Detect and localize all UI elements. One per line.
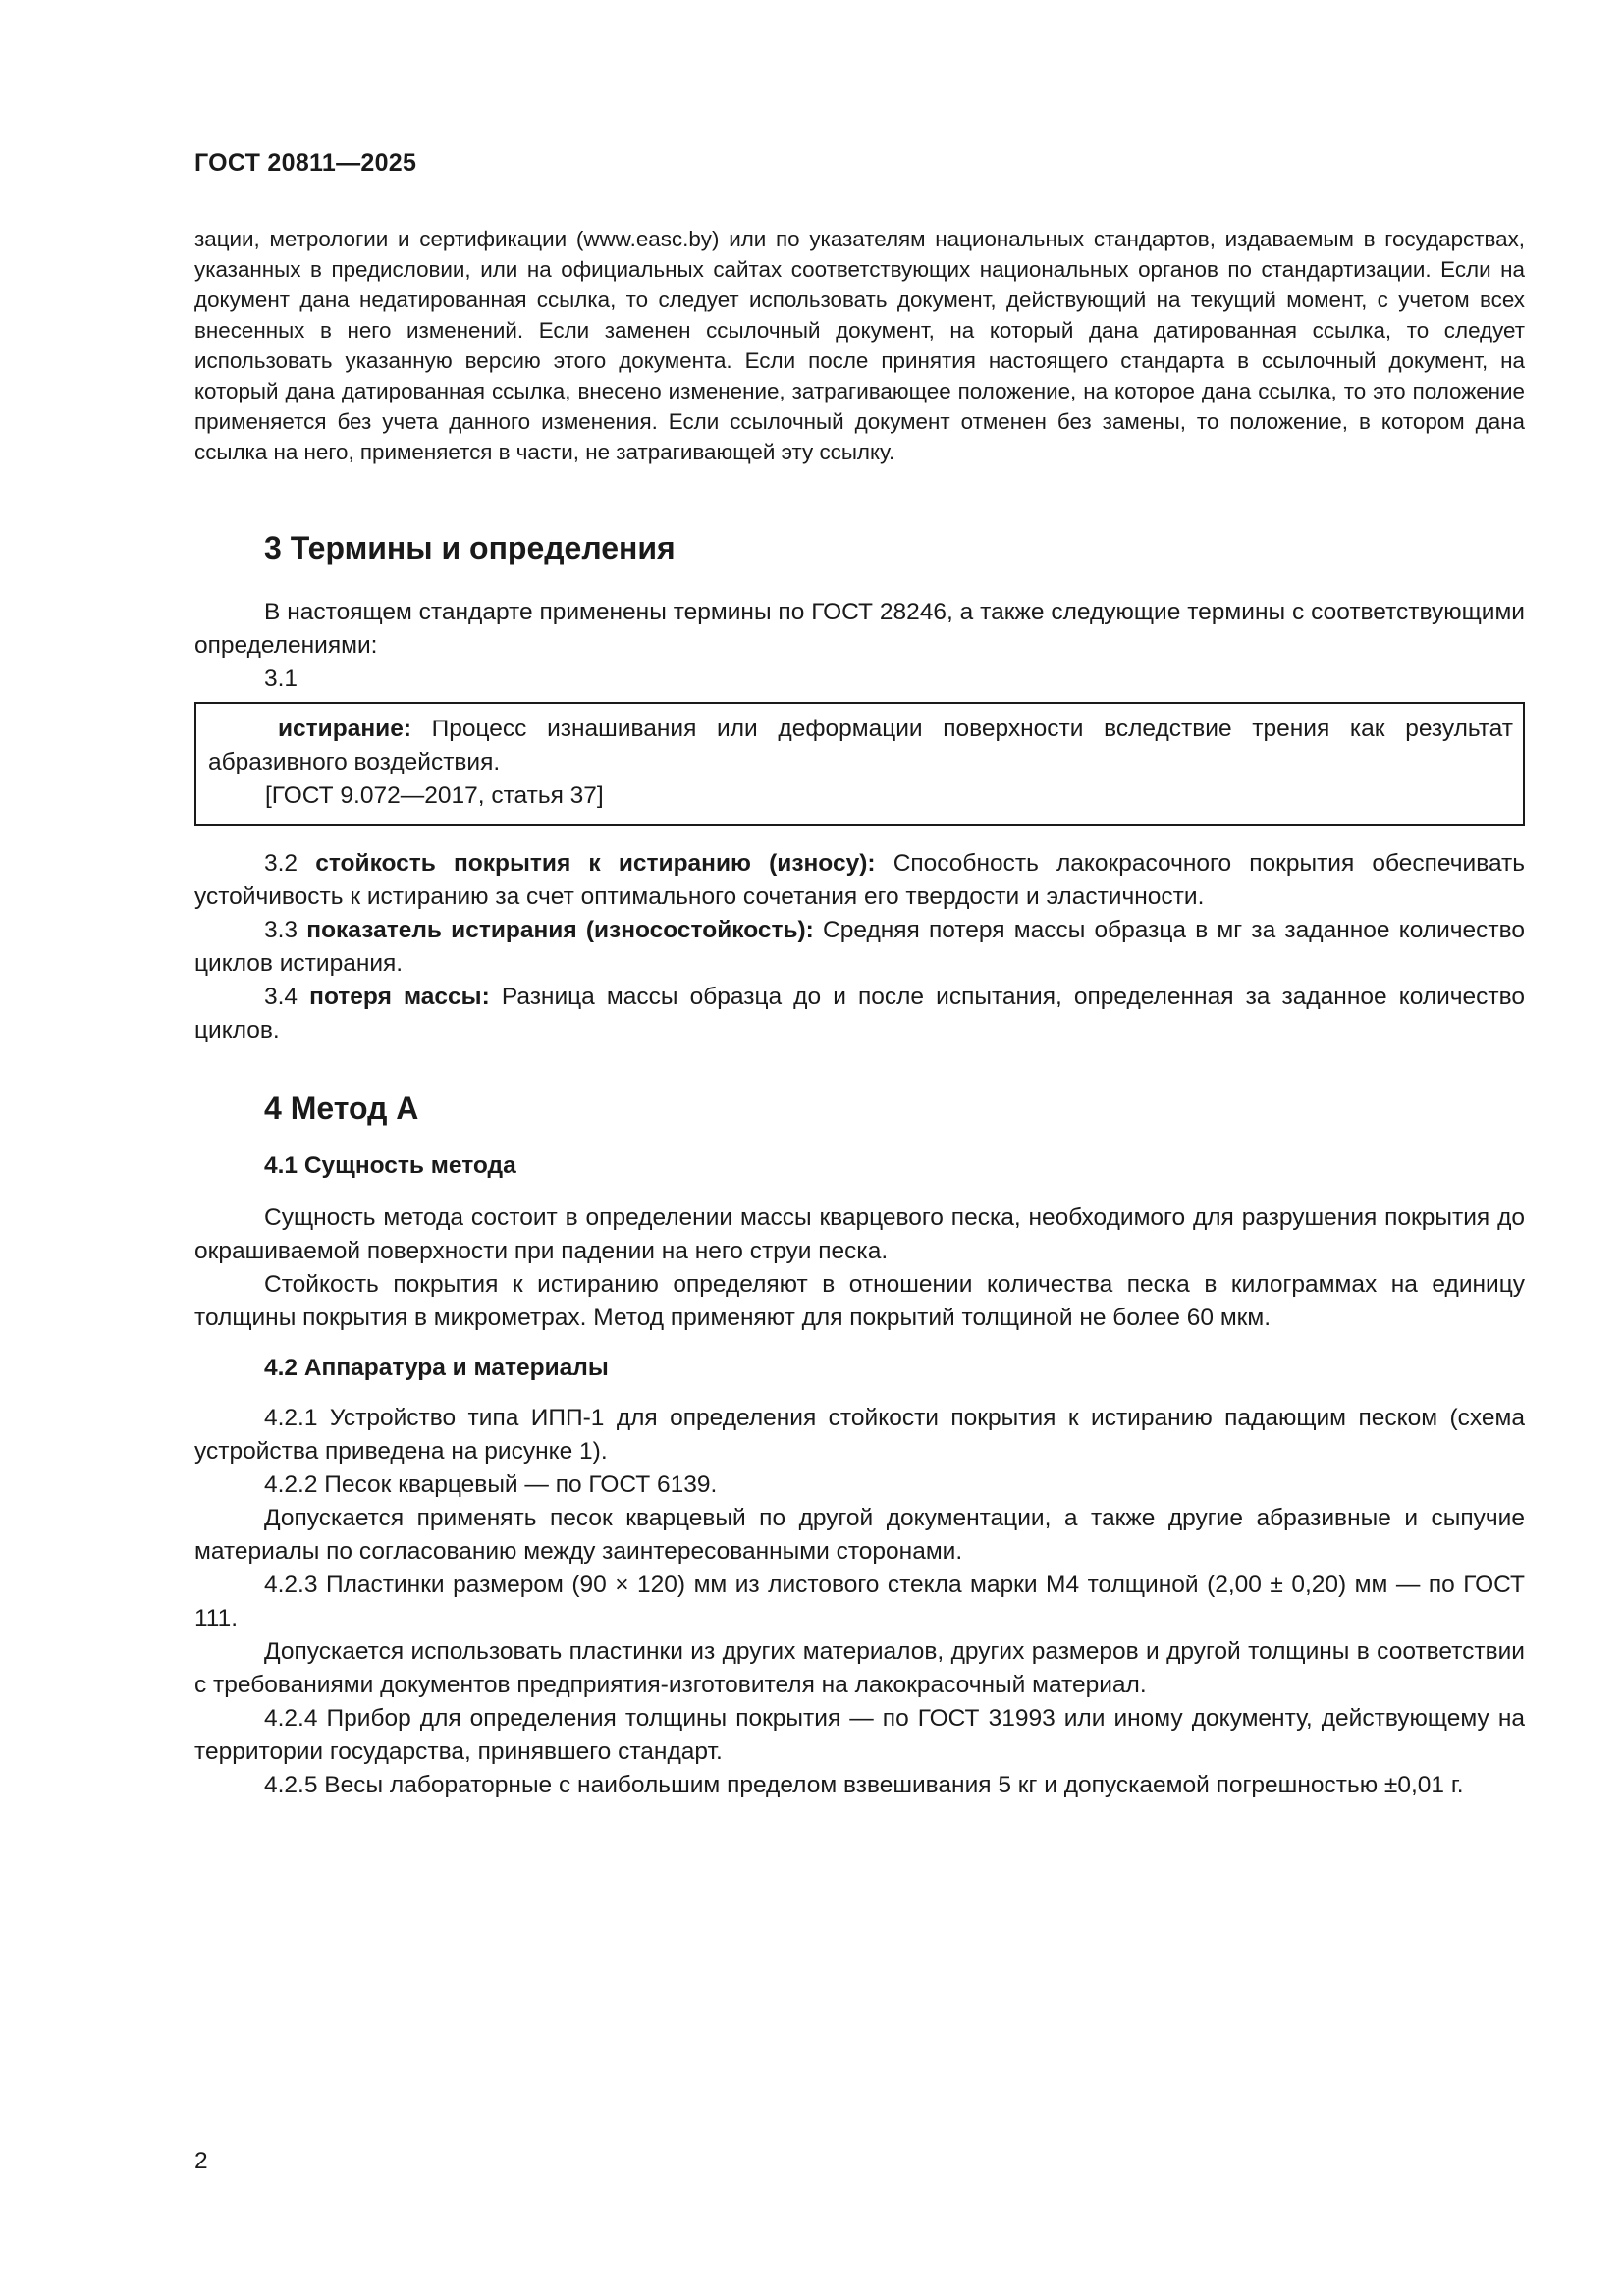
term-3-3-entry xyxy=(194,914,1525,981)
clause-4-2-1: 4.2.1 Устройство типа ИПП-1 для определения стойкости покрытия к истиранию падающим песком (схема устройства приведена на рисунке 1). xyxy=(194,1405,1525,1465)
term-3-2-number: 3.2 xyxy=(264,850,298,877)
term-3-1-term: истирание: xyxy=(278,716,411,742)
term-3-2-term: стойкость покрытия к истиранию (износу): xyxy=(315,850,876,877)
term-3-2-entry xyxy=(194,847,1525,914)
term-3-4-number: 3.4 xyxy=(264,984,298,1010)
clause-4-2-3: 4.2.3 Пластинки размером (90 × 120) мм из листового стекла марки М4 толщиной (2,00 ± 0,20) мм — по ГОСТ 111. xyxy=(194,1572,1525,1631)
intro-paragraph: зации, метрологии и сертификации (www.easc.by) или по указателям национальных стандартов, издаваемым в государствах, указанных в предисловии, или на официальных сайтах соответствующих национальных органов по стандартизации. Если на документ дана недатированная ссылка, то следует использовать документ, действующий на текущий момент, с учетом всех внесенных в него изменений. Если заменен ссылочный документ, на который дана датированная ссылка, то следует использовать указанную версию этого документа. Если после принятия настоящего стандарта в ссылочный документ, на который дана датированная ссылка, внесено изменение, затрагивающее положение, на которое дана ссылка, то это положение применяется без учета данного изменения. Если ссылочный документ отменен без замены, то положение, в котором дана ссылка на него, применяется в части, не затрагивающей эту ссылку. xyxy=(194,227,1525,464)
clause-4-2-2: 4.2.2 Песок кварцевый — по ГОСТ 6139. xyxy=(264,1471,718,1498)
term-3-3-number: 3.3 xyxy=(264,917,298,943)
term-3-4-entry xyxy=(194,981,1525,1047)
clause-4-2-3-note: Допускается использовать пластинки из других материалов, других размеров и другой толщины в соответствии с требованиями документов предприятия-изготовителя на лакокрасочный материал. xyxy=(194,1638,1525,1698)
subsection-4-1-paragraph-2: Стойкость покрытия к истиранию определяют в отношении количества песка в килограммах на единицу толщины покрытия в микрометрах. Метод применяют для покрытий толщиной не более 60 мкм. xyxy=(194,1271,1525,1331)
term-3-1-number: 3.1 xyxy=(264,666,298,692)
term-3-3-definition: Средняя потеря массы образца в мг за заданное количество циклов истирания. xyxy=(194,917,1526,977)
clause-4-2-2-note: Допускается применять песок кварцевый по другой документации, а также другие абразивные и сыпучие материалы по согласованию между заинтересованными сторонами. xyxy=(194,1505,1525,1565)
term-3-1-entry xyxy=(208,713,1513,779)
subsection-4-2-heading: 4.2 Аппаратура и материалы xyxy=(264,1355,609,1381)
term-3-4-definition: Разница массы образца до и после испытания, определенная за заданное количество циклов. xyxy=(194,984,1525,1043)
subsection-4-1-paragraph-1: Сущность метода состоит в определении массы кварцевого песка, необходимого для разрушения покрытия до окрашиваемой поверхности при падении на него струи песка. xyxy=(194,1204,1525,1264)
section-3-intro: В настоящем стандарте применены термины по ГОСТ 28246, а также следующие термины с соответствующими определениями: xyxy=(194,599,1525,659)
term-3-1-source: [ГОСТ 9.072—2017, статья 37] xyxy=(265,782,604,809)
page-content xyxy=(194,224,1525,1802)
clause-4-2-5: 4.2.5 Весы лабораторные с наибольшим пределом взвешивания 5 кг и допускаемой погрешностью ±0,01 г. xyxy=(264,1772,1464,1798)
term-3-3-term: показатель истирания (износостойкость): xyxy=(306,917,814,943)
page-number: 2 xyxy=(194,2148,208,2174)
term-3-1-box xyxy=(194,702,1525,826)
term-3-4-term: потеря массы: xyxy=(309,984,490,1010)
section-4-heading: 4 Метод А xyxy=(264,1091,419,1126)
section-3-heading: 3 Термины и определения xyxy=(264,530,676,565)
term-3-1-definition: Процесс изнашивания или деформации поверхности вследствие трения как результат абразивного воздействия. xyxy=(208,716,1513,775)
document-code-header: ГОСТ 20811—2025 xyxy=(194,149,417,177)
subsection-4-1-heading: 4.1 Сущность метода xyxy=(264,1152,516,1179)
term-3-2-definition: Способность лакокрасочного покрытия обеспечивать устойчивость к истиранию за счет оптимального сочетания его твердости и эластичности. xyxy=(194,850,1526,910)
clause-4-2-4: 4.2.4 Прибор для определения толщины покрытия — по ГОСТ 31993 или иному документу, действующему на территории государства, принявшего стандарт. xyxy=(194,1705,1525,1765)
